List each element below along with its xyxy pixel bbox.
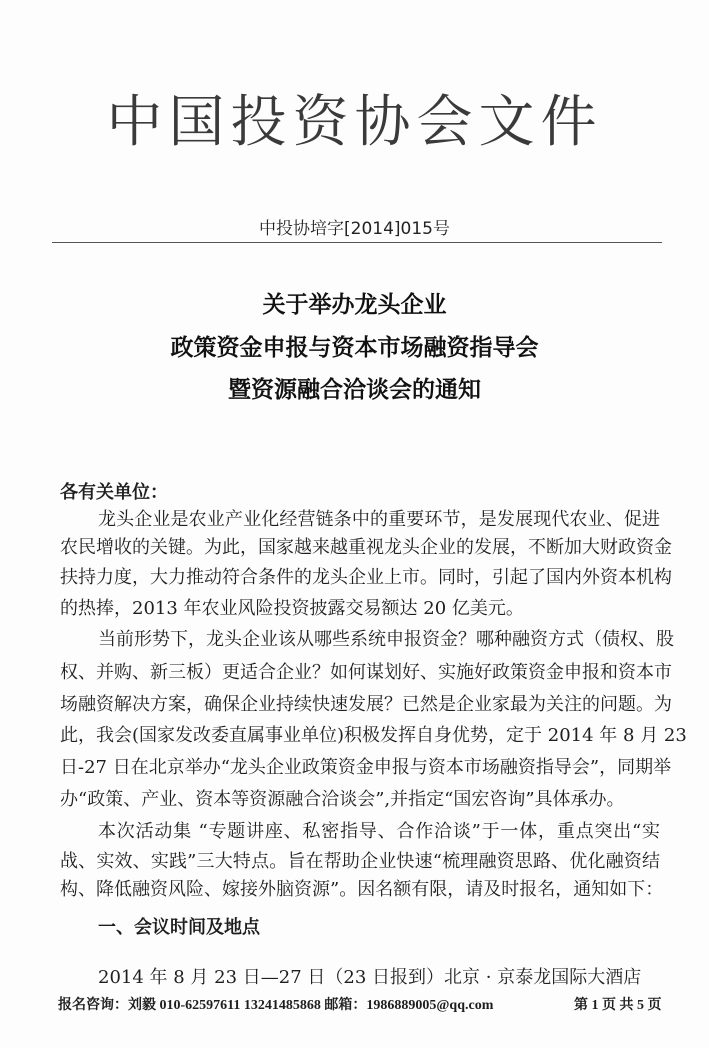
body-line: 权、并购、新三板）更适合企业？如何谋划好、实施好政策资金申报和资本市: [60, 662, 672, 683]
section-text: 2014 年 8 月 23 日—27 日（23 日报到）北京 · 京泰龙国际大酒店: [98, 967, 642, 988]
body-line: 的热捧，2013 年农业风险投资披露交易额达 20 亿美元。: [60, 598, 524, 619]
body-line: 当前形势下，龙头企业该从哪些系统申报资金？哪种融资方式（债权、股: [98, 629, 674, 650]
body-line: 办“政策、产业、资本等资源融合洽谈会”,并指定“国宏咨询”具体承办。: [60, 789, 625, 810]
page-indicator: 第 1 页 共 5 页: [574, 998, 662, 1013]
title-line-1: 关于举办龙头企业: [262, 291, 447, 318]
body-line: 战、实效、实践”三大特点。旨在帮助企业快速“梳理融资思路、优化融资结: [60, 851, 660, 872]
title-line-2: 政策资金申报与资本市场融资指导会: [170, 334, 539, 361]
footer-contact: 报名咨询：刘毅 010-62597611 13241485868 邮箱：1986889005@qq.com: [58, 998, 494, 1013]
body-line: 场融资解决方案，确保企业持续快速发展？已然是企业家最为关注的问题。为: [60, 694, 672, 715]
header-divider: [52, 242, 662, 243]
document-number: 中投协培字[2014]015号: [259, 219, 450, 239]
body-line: 日-27 日在北京举办“龙头企业政策资金申报与资本市场融资指导会”，同期举: [60, 757, 672, 778]
body-line: 扶持力度，大力推动符合条件的龙头企业上市。同时，引起了国内外资本机构: [60, 567, 672, 588]
salutation: 各有关单位：: [60, 482, 168, 503]
body-line: 构、降低融资风险、嫁接外脑资源”。因名额有限，请及时报名，通知如下：: [60, 879, 664, 900]
masthead: 中国投资协会文件: [106, 90, 603, 155]
body-line: 本次活动集 “专题讲座、私密指导、合作洽谈”于一体，重点突出“实: [98, 821, 660, 842]
body-line: 此，我会(国家发改委直属事业单位)积极发挥自身优势，定于 2014 年 8 月 23: [60, 725, 687, 746]
section-heading: 一、会议时间及地点: [98, 917, 260, 938]
title-line-3: 暨资源融合洽谈会的通知: [228, 376, 481, 403]
body-line: 农民增收的关键。为此，国家越来越重视龙头企业的发展，不断加大财政资金: [60, 537, 672, 558]
body-line: 龙头企业是农业产业化经营链条中的重要环节，是发展现代农业、促进: [98, 509, 660, 530]
